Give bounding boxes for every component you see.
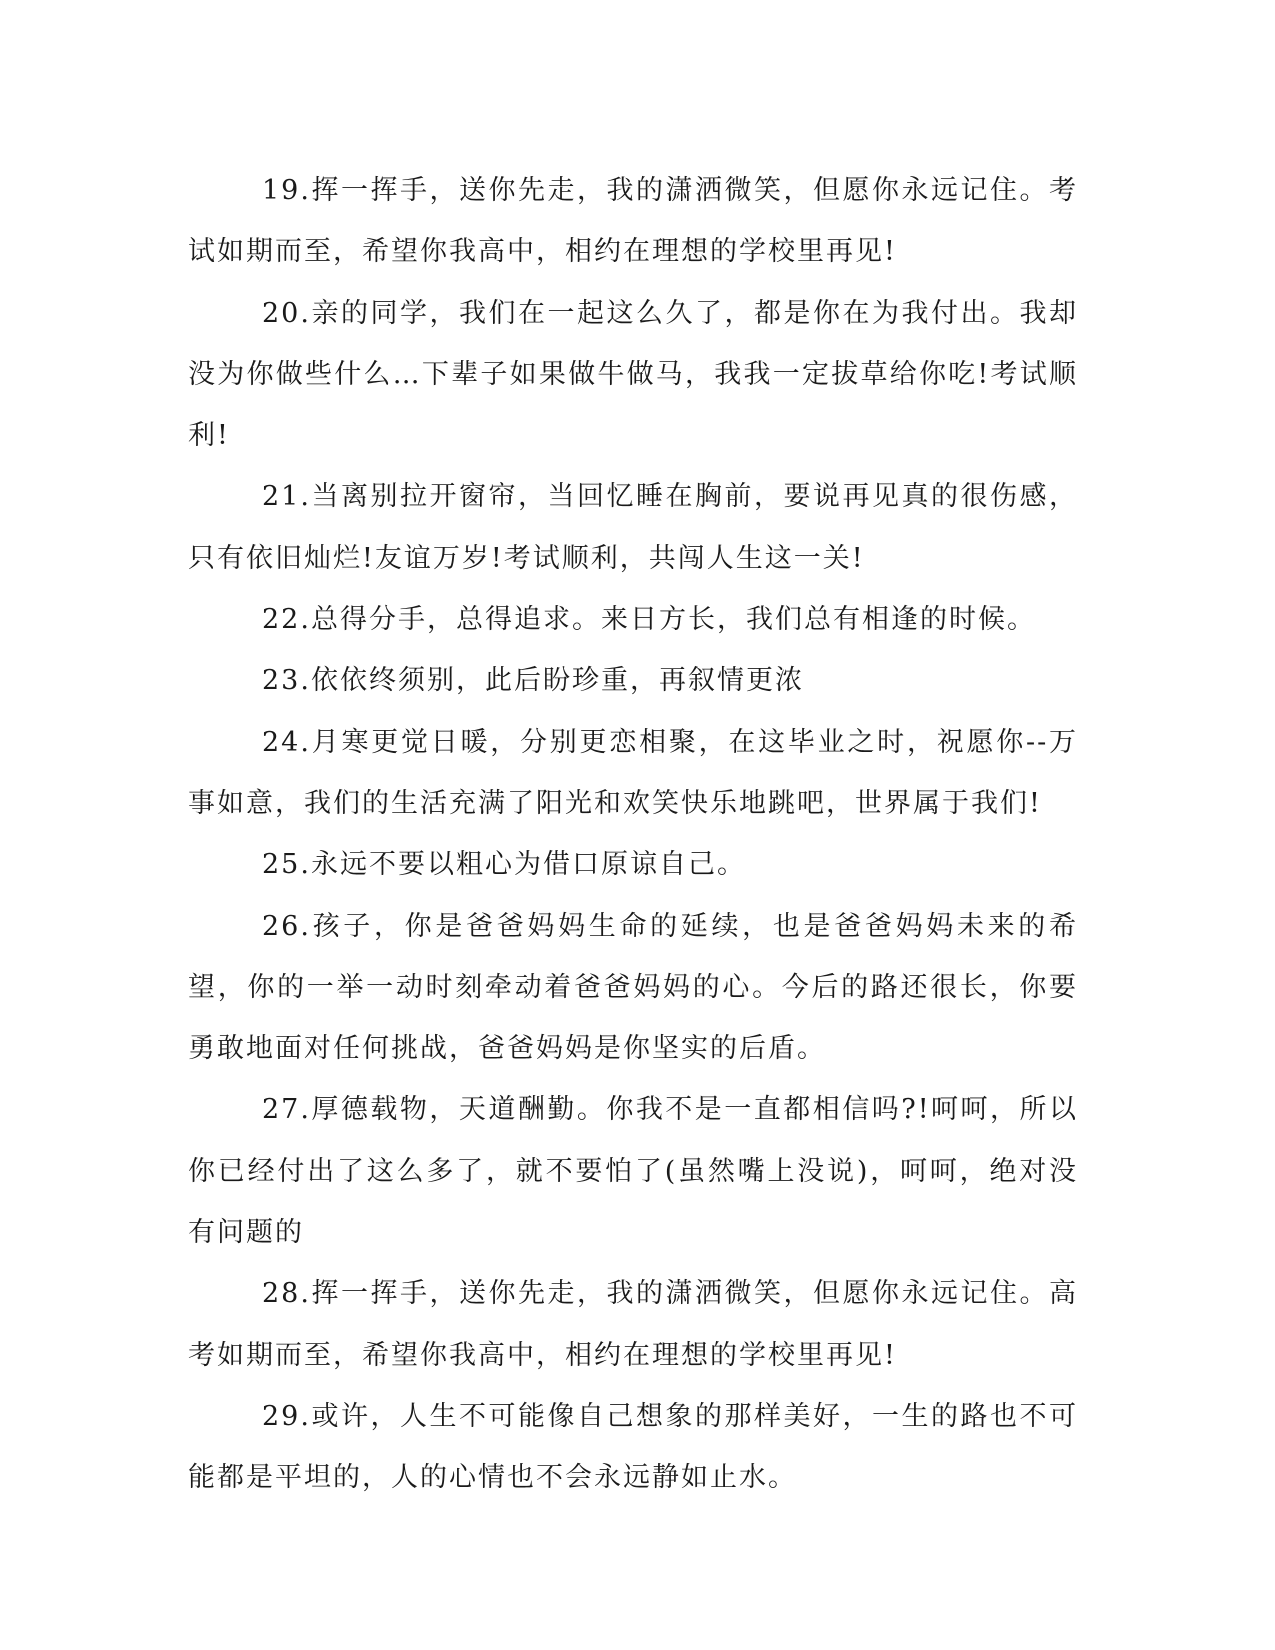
paragraph-25: 25.永远不要以粗心为借口原谅自己。 [262, 849, 746, 881]
paragraph-20: 20.亲的同学，我们在一起这么久了，都是你在为我付出。我却没为你做些什么…下辈子如果做牛做马，我我一定拔草给你吃!考试顺利! [188, 297, 1078, 452]
paragraph-22: 22.总得分手，总得追求。来日方长，我们总有相逢的时候。 [262, 604, 1036, 636]
paragraph-26: 26.孩子，你是爸爸妈妈生命的延续，也是爸爸妈妈未来的希望，你的一举一动时刻牵动着爸爸妈妈的心。今后的路还很长，你要勇敢地面对任何挑战，爸爸妈妈是你坚实的后盾。 [188, 910, 1078, 1065]
paragraph-29: 29.或许，人生不可能像自己想象的那样美好，一生的路也不可能都是平坦的，人的心情也不会永远静如止水。 [188, 1400, 1078, 1494]
paragraph-28: 28.挥一挥手，送你先走，我的潇洒微笑，但愿你永远记住。高考如期而至，希望你我高中，相约在理想的学校里再见! [188, 1278, 1078, 1371]
paragraph-21: 21.当离别拉开窗帘，当回忆睡在胸前，要说再见真的很伤感，只有依旧灿烂!友谊万岁!考试顺利，共闯人生这一关! [188, 481, 1078, 574]
paragraph-19: 19.挥一挥手，送你先走，我的潇洒微笑，但愿你永远记住。考试如期而至，希望你我高中，相约在理想的学校里再见! [188, 175, 1078, 268]
paragraph-24: 24.月寒更觉日暖，分别更恋相聚，在这毕业之时，祝愿你--万事如意，我们的生活充满了阳光和欢笑快乐地跳吧，世界属于我们! [188, 726, 1078, 819]
paragraph-27: 27.厚德载物，天道酬勤。你我不是一直都相信吗?!呵呵，所以你已经付出了这么多了，就不要怕了(虽然嘴上没说)，呵呵，绝对没有问题的 [188, 1094, 1078, 1249]
paragraph-23: 23.依依终须别，此后盼珍重，再叙情更浓 [262, 665, 804, 697]
document-body [188, 160, 1078, 1509]
